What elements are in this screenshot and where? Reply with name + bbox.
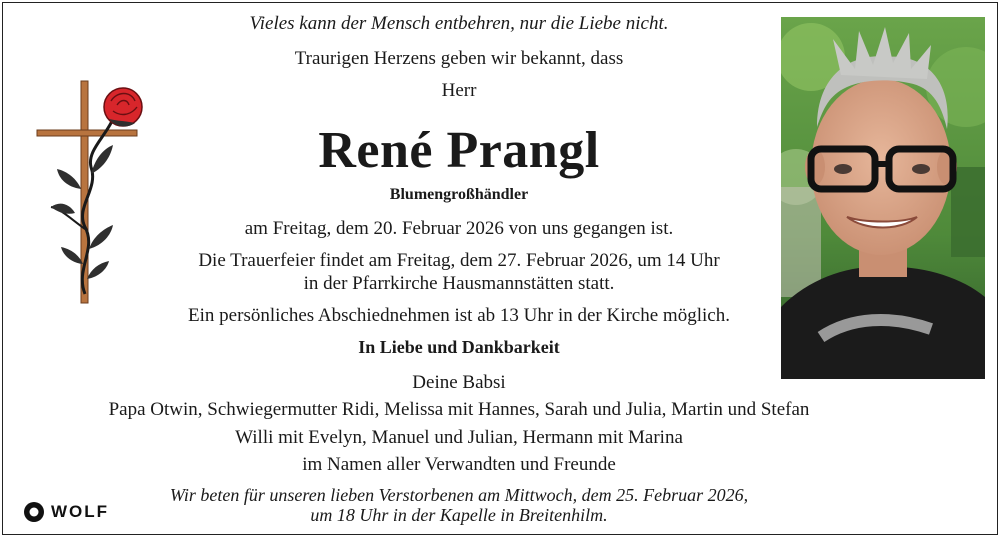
mourner-line: Deine Babsi — [412, 372, 506, 393]
obituary-notice — [2, 2, 998, 535]
logo-text: WOLF — [51, 502, 110, 521]
mourner-line: im Namen aller Verwandten und Freunde — [302, 454, 616, 475]
motto: Vieles kann der Mensch entbehren, nur die Liebe nicht. — [249, 13, 669, 34]
prayer-line-2: um 18 Uhr in der Kapelle in Breitenhilm. — [310, 505, 608, 525]
funeral-line-1: Die Trauerfeier findet am Freitag, dem 27. Februar 2026, um 14 Uhr — [198, 250, 720, 271]
farewell-line: Ein persönliches Abschiednehmen ist ab 13 Uhr in der Kirche möglich. — [188, 305, 730, 326]
closing-line: In Liebe und Dankbarkeit — [358, 337, 560, 357]
wolf-logo-icon — [23, 501, 45, 523]
intro-text: Traurigen Herzens geben wir bekannt, dass — [294, 48, 624, 69]
funeral-line-2: in der Pfarrkirche Hausmannstätten statt. — [303, 273, 615, 294]
salutation: Herr — [441, 80, 477, 101]
portrait-photo — [781, 17, 985, 379]
prayer-line-1: Wir beten für unseren lieben Verstorbenen am Mittwoch, dem 25. Februar 2026, — [169, 485, 749, 505]
mourner-line: Willi mit Evelyn, Manuel und Julian, Hermann mit Marina — [235, 427, 683, 448]
occupation: Blumengroßhändler — [389, 186, 529, 203]
mourner-line: Papa Otwin, Schwiegermutter Ridi, Melissa mit Hannes, Sarah und Julia, Martin und Stefan — [108, 399, 810, 420]
death-date-line: am Freitag, dem 20. Februar 2026 von uns gegangen ist. — [244, 218, 674, 239]
deceased-name: René Prangl — [318, 122, 600, 179]
brand-logo — [23, 500, 109, 524]
